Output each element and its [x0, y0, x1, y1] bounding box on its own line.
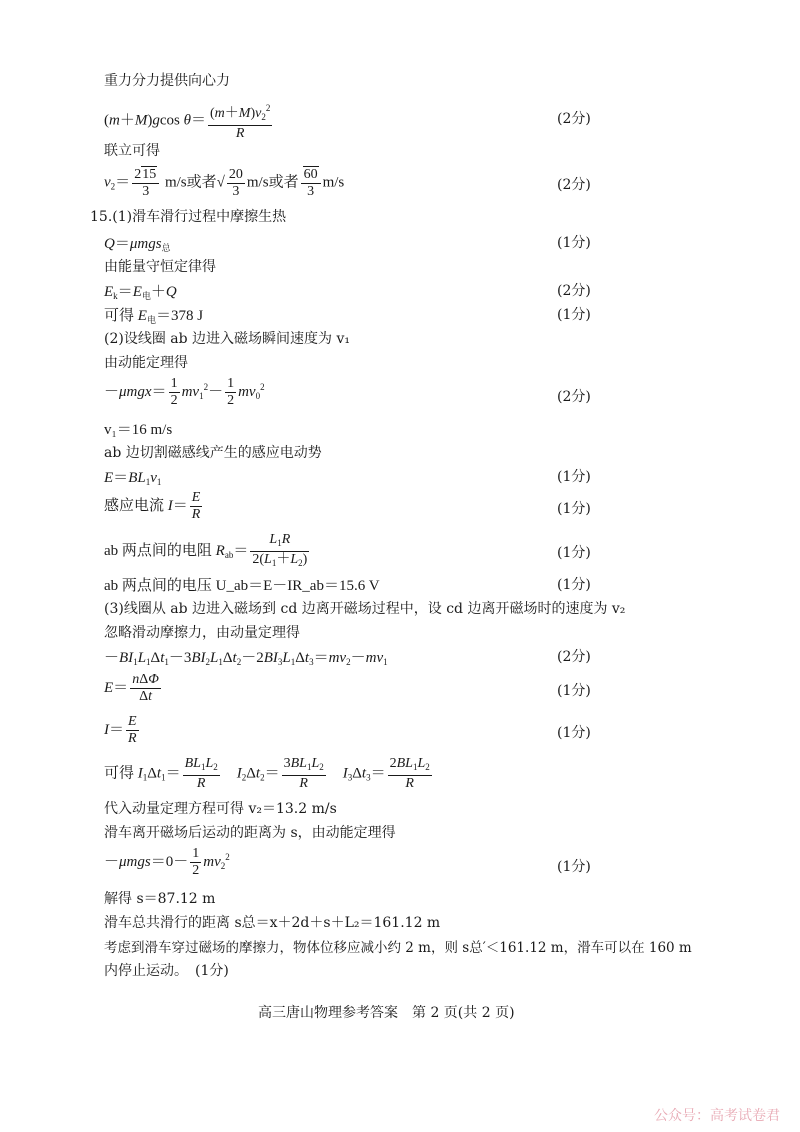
page-footer: 高三唐山物理参考答案 第 2 页(共 2 页) [258, 1005, 515, 1021]
unit-label: m/s [322, 174, 345, 191]
equation-kinetic: －μmgx＝ $\frac{1}{2}$ $mv_1^2-$ $\frac{1}{2}$ $mv_0^2$ [104, 376, 265, 408]
label-text: ab 两点间的电阻 [104, 542, 212, 559]
label-text: 感应电流 [104, 497, 165, 514]
question-15-part3: (3)线圈从 ab 边进入磁场到 cd 边离开磁场过程中，设 cd 边离开磁场时的速度为 v₂ [104, 601, 626, 617]
score-mark: (1分) [557, 725, 591, 741]
connector-text: 或者 [268, 174, 299, 191]
score-mark: (2分) [557, 389, 591, 405]
equation-charges: 可得 $I_1\Delta t_1=$ $\frac{BL_1L_2}{R}$ $I_2\Delta t_2=$ $\frac{3BL_1L_2}{R}$ $I_3\Delta t_3=$ $\frac{2BL_1L_2}{R}$ [104, 756, 430, 791]
equation-momentum: $-BI_1L_1\Delta t_1-3BI_2L_1\Delta t_2-2BI_3L_1\Delta t_3=mv_2-mv_1$ [104, 650, 388, 667]
score-mark: (2分) [557, 649, 591, 665]
text-line: 代入动量定理方程可得 v₂＝13.2 m/s [104, 801, 337, 817]
score-mark: (1分) [557, 577, 591, 593]
score-mark: (1分) [557, 235, 591, 251]
equation-heat: Q＝μmgs$_总$ [104, 236, 171, 253]
text-line: 联立可得 [104, 143, 160, 159]
equation-v2-result: $v_2=$ $\frac{215}{3}$ m/s或者√ $\frac{20}{3}$ m/s或者 $\frac{60}{3}$ m/s [104, 166, 345, 199]
text-line: 由能量守恒定律得 [104, 259, 216, 275]
score-mark: (2分) [557, 111, 591, 127]
score-mark: (2分) [557, 283, 591, 299]
equation-emf: $E=BL_1v_1$ [104, 470, 162, 487]
text-line: 滑车总共滑行的距离 s总＝x＋2d＋s＋L₂＝161.12 m [104, 915, 441, 931]
text-line: 由动能定理得 [104, 355, 188, 371]
text-line: ab 边切割磁感线产生的感应电动势 [104, 445, 322, 461]
text-line: 内停止运动。 (1分) [104, 963, 229, 979]
equation-electric-energy: 可得 $E_电=378$ J [104, 308, 204, 325]
text-line: 滑车离开磁场后运动的距离为 s，由动能定理得 [104, 825, 396, 841]
equation-voltage: ab 两点间的电压 U_ab＝E－IR_ab＝15.6 V [104, 578, 380, 594]
text-line: 考虑到滑车穿过磁场的摩擦力，物体位移应减小约 2 m，则 s总′＜161.12 m，滑车可以在 160 m [104, 940, 692, 956]
watermark: 公众号：高考试卷君 [654, 1108, 780, 1124]
equation-faraday: E＝ $\frac{\text{nΔΦ}}{\Delta t}$ [104, 672, 159, 704]
score-mark: (1分) [557, 683, 591, 699]
score-mark: (1分) [557, 859, 591, 875]
text-line: 忽略滑动摩擦力，由动量定理得 [104, 625, 300, 641]
score-mark: (1分) [557, 501, 591, 517]
label-text: 可得 [104, 765, 135, 782]
text-line: v₁＝16 m/s [104, 422, 173, 438]
equation-ohm: I＝ $\frac{E}{R}$ [104, 714, 137, 746]
score-mark: (2分) [557, 177, 591, 193]
equation-kinetic-2: －μmgs＝0－ $\frac{1}{2}$ $mv_2^2$ [104, 846, 230, 878]
question-15-part2: (2)设线圈 ab 边进入磁场瞬间速度为 v₁ [104, 331, 351, 347]
unit-label: m/s [164, 174, 187, 191]
equation-resistance: ab 两点间的电阻 $R_{ab}=$ $\frac{L_1R}{2(L_1+L_2)}$ [104, 532, 308, 568]
text-line: 重力分力提供向心力 [104, 73, 230, 89]
unit-label: m/s [246, 174, 269, 191]
equation-centripetal: (m＋M)gcos θ＝ $\frac{(m+M)v_2^2}{R}$ [104, 100, 274, 142]
question-15-part1: 15.(1)滑车滑行过程中摩擦生热 [90, 209, 287, 225]
score-mark: (1分) [557, 307, 591, 323]
equation-energy: $E_k=E_电+Q$ [104, 284, 177, 301]
score-mark: (1分) [557, 545, 591, 561]
score-mark: (1分) [557, 469, 591, 485]
connector-text: 或者 [186, 174, 217, 191]
equation-current: 感应电流 I＝ $\frac{E}{R}$ [104, 490, 201, 522]
text-line: 解得 s＝87.12 m [104, 891, 216, 907]
